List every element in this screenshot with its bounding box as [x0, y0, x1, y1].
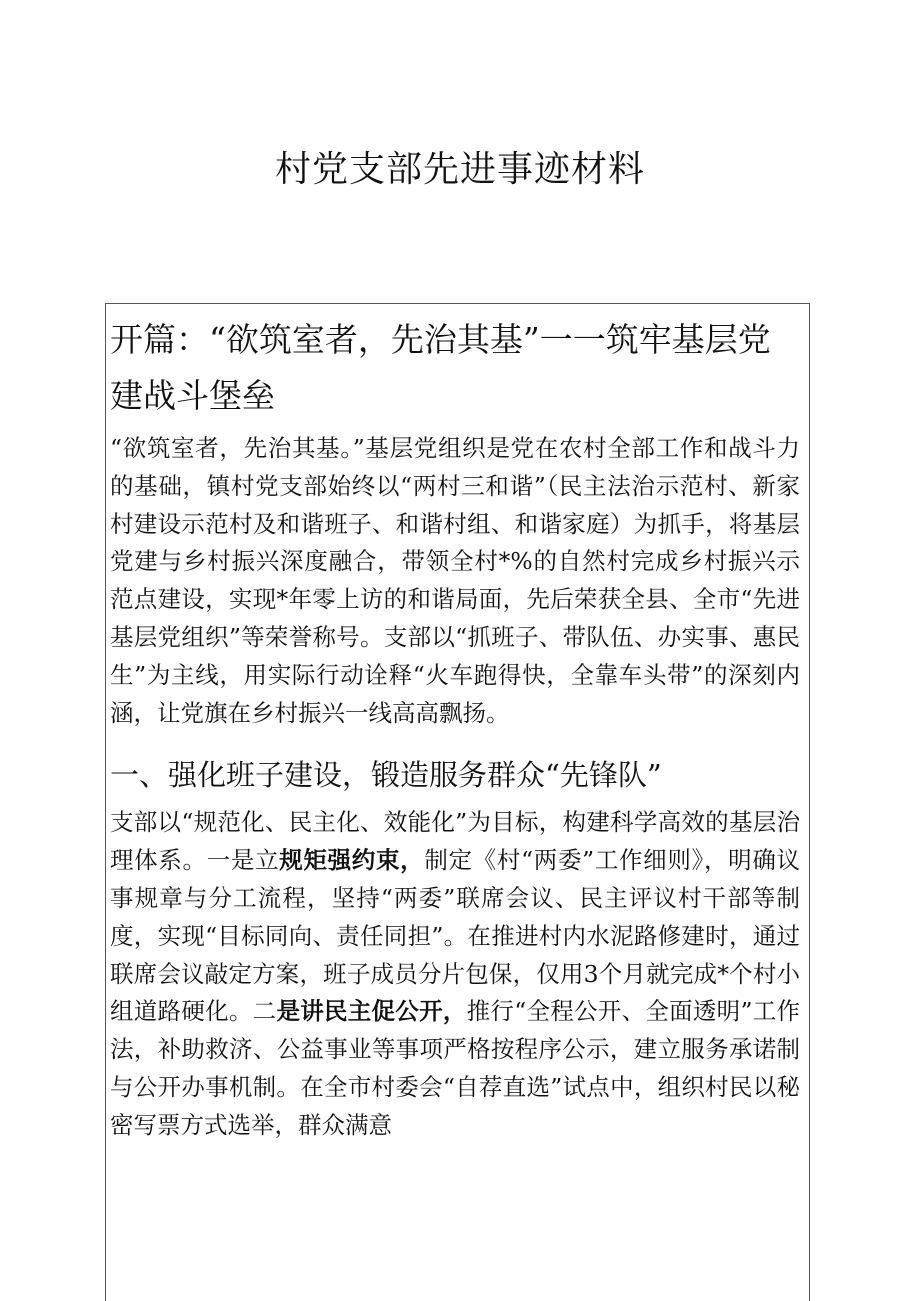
- intro-paragraph: “欲筑室者，先治其基。”基层党组织是党在农村全部工作和战斗力的基础，镇村党支部始终以“两村三和谐”（民主法治示范村、新家村建设示范村及和谐班子、和谐村组、和谐家庭）为抓手，将基层党建与乡村振兴深度融合，带领全村*%的自然村完成乡村振兴示范点建设，实现*年零上访的和谐局面，先后荣获全县、全市“先进基层党组织”等荣誉称号。支部以“抓班子、带队伍、办实事、惠民生”为主线，用实际行动诠释“火车跑得快，全靠车头带”的深刻内涵，让党旗在乡村振兴一线高高飘扬。: [110, 434, 800, 727]
- section-one-text-2: 制定《村“两委”工作细则》，明确议事规章与分工流程，坚持“两委”联席会议、民主评议村干部等制度，实现“目标同向、责任同担”。在推进村内水泥路修建时，通过联席会议敲定方案，班子成员分片包保，仅用3个月就完成*个村小组道路硬化。二: [110, 846, 801, 1026]
- intro-heading: 开篇：“欲筑室者，先治其基”一一筑牢基层党建战斗堡垒: [110, 320, 771, 415]
- section-one-paragraph: [110, 804, 800, 1144]
- content-body: [110, 312, 800, 1145]
- section-one-bold-1: 规矩强约束，: [279, 846, 425, 875]
- section-one-bold-2: 是讲民主促公开，: [276, 997, 467, 1026]
- section-one-text-3: 推行“全程公开、全面透明”工作法，补助救济、公益事业等事项严格按程序公示，建立服务承诺制与公开办事机制。在全市村委会“自荐直选”试点中，组织村民以秘密写票方式选举，群众满意: [110, 997, 801, 1139]
- section-one-heading: 一、强化班子建设，锻造服务群众“先锋队”: [110, 758, 662, 793]
- section-one-text-1: 支部以“规范化、民主化、效能化”为目标，构建科学高效的基层治理体系。一是立: [110, 808, 800, 875]
- content-frame: [105, 303, 810, 1301]
- document-title: 村党支部先进事迹材料: [274, 149, 645, 190]
